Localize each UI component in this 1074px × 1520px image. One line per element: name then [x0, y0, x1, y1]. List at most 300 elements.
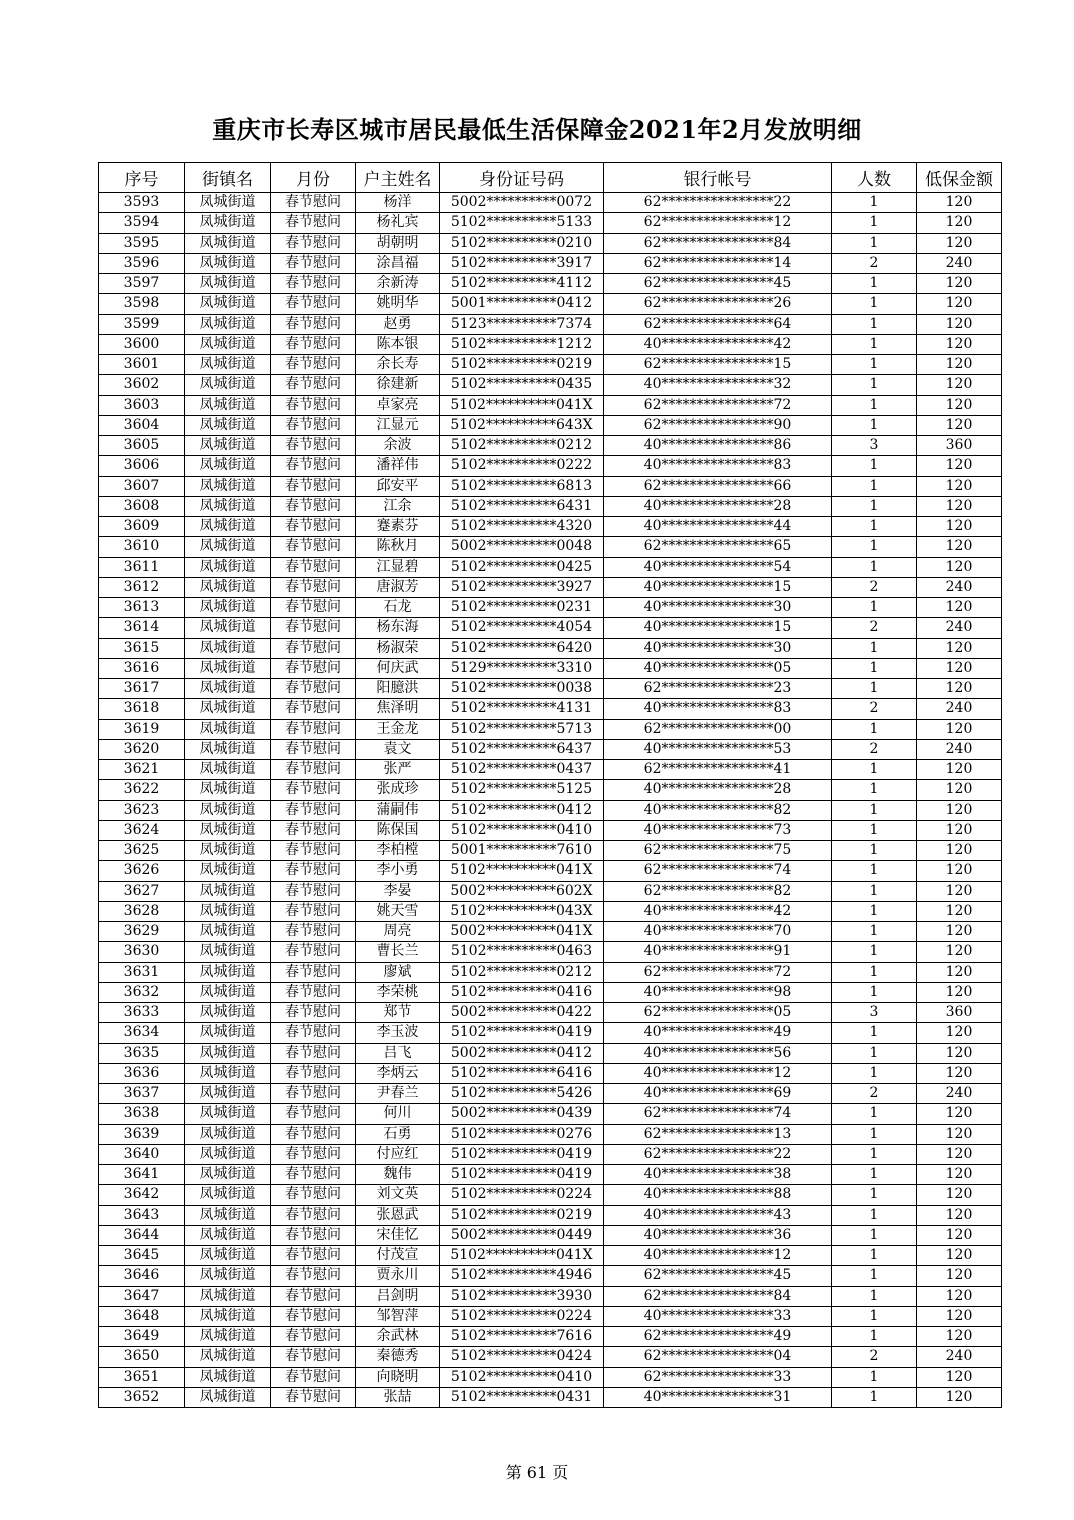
bank-account-cell: 62****************75: [604, 841, 832, 861]
people-count-cell: 1: [832, 1104, 917, 1124]
amount-cell: 120: [917, 375, 1002, 395]
id-number-cell: 5102**********0412: [440, 800, 604, 820]
bank-account-cell: 62****************84: [604, 1286, 832, 1306]
street-cell: 凤城街道: [185, 739, 271, 759]
bank-account-cell: 40****************83: [604, 699, 832, 719]
bank-account-cell: 62****************05: [604, 1003, 832, 1023]
month-cell: 春节慰问: [271, 577, 356, 597]
seq-cell: 3649: [99, 1327, 185, 1347]
id-number-cell: 5102**********0419: [440, 1165, 604, 1185]
seq-cell: 3626: [99, 861, 185, 881]
seq-cell: 3638: [99, 1104, 185, 1124]
id-number-cell: 5102**********0224: [440, 1185, 604, 1205]
bank-account-cell: 62****************23: [604, 679, 832, 699]
seq-cell: 3599: [99, 314, 185, 334]
bank-account-cell: 62****************41: [604, 760, 832, 780]
street-cell: 凤城街道: [185, 1347, 271, 1367]
street-cell: 凤城街道: [185, 213, 271, 233]
table-row: [99, 658, 1002, 678]
people-count-cell: 1: [832, 1246, 917, 1266]
id-number-cell: 5102**********041X: [440, 1246, 604, 1266]
bank-account-cell: 40****************42: [604, 334, 832, 354]
month-cell: 春节慰问: [271, 598, 356, 618]
street-cell: 凤城街道: [185, 537, 271, 557]
bank-account-cell: 62****************22: [604, 1144, 832, 1164]
seq-cell: 3611: [99, 557, 185, 577]
id-number-cell: 5102**********0431: [440, 1387, 604, 1407]
month-cell: 春节慰问: [271, 1246, 356, 1266]
table-row: [99, 1367, 1002, 1387]
street-cell: 凤城街道: [185, 780, 271, 800]
householder-cell: 唐淑芳: [356, 577, 440, 597]
month-cell: 春节慰问: [271, 1104, 356, 1124]
street-cell: 凤城街道: [185, 1023, 271, 1043]
month-cell: 春节慰问: [271, 1286, 356, 1306]
bank-account-cell: 40****************12: [604, 1063, 832, 1083]
month-cell: 春节慰问: [271, 1003, 356, 1023]
table-row: [99, 456, 1002, 476]
seq-cell: 3629: [99, 922, 185, 942]
id-number-cell: 5002**********0422: [440, 1003, 604, 1023]
street-cell: 凤城街道: [185, 415, 271, 435]
month-cell: 春节慰问: [271, 922, 356, 942]
month-cell: 春节慰问: [271, 658, 356, 678]
table-row: [99, 557, 1002, 577]
people-count-cell: 1: [832, 1185, 917, 1205]
seq-cell: 3631: [99, 962, 185, 982]
table-row: [99, 1327, 1002, 1347]
table-row: [99, 517, 1002, 537]
seq-cell: 3601: [99, 355, 185, 375]
street-cell: 凤城街道: [185, 1246, 271, 1266]
seq-cell: 3650: [99, 1347, 185, 1367]
amount-cell: 120: [917, 942, 1002, 962]
street-cell: 凤城街道: [185, 679, 271, 699]
seq-cell: 3617: [99, 679, 185, 699]
people-count-cell: 3: [832, 1003, 917, 1023]
people-count-cell: 1: [832, 1286, 917, 1306]
bank-account-cell: 62****************64: [604, 314, 832, 334]
amount-cell: 120: [917, 1104, 1002, 1124]
bank-account-cell: 62****************26: [604, 294, 832, 314]
seq-cell: 3622: [99, 780, 185, 800]
seq-cell: 3614: [99, 618, 185, 638]
id-number-cell: 5102**********0222: [440, 456, 604, 476]
month-cell: 春节慰问: [271, 456, 356, 476]
id-number-cell: 5102**********0410: [440, 820, 604, 840]
people-count-cell: 1: [832, 1387, 917, 1407]
people-count-cell: 1: [832, 598, 917, 618]
seq-cell: 3608: [99, 496, 185, 516]
seq-cell: 3619: [99, 719, 185, 739]
month-cell: 春节慰问: [271, 415, 356, 435]
street-cell: 凤城街道: [185, 861, 271, 881]
bank-account-cell: 62****************04: [604, 1347, 832, 1367]
header-seq: 序号: [99, 163, 185, 193]
amount-cell: 120: [917, 517, 1002, 537]
bank-account-cell: 40****************83: [604, 456, 832, 476]
table-row: [99, 1185, 1002, 1205]
table-row: [99, 537, 1002, 557]
amount-cell: 120: [917, 1144, 1002, 1164]
seq-cell: 3604: [99, 415, 185, 435]
people-count-cell: 2: [832, 253, 917, 273]
table-row: [99, 334, 1002, 354]
bank-account-cell: 62****************33: [604, 1367, 832, 1387]
householder-cell: 杨洋: [356, 193, 440, 213]
amount-cell: 120: [917, 1165, 1002, 1185]
people-count-cell: 1: [832, 881, 917, 901]
householder-cell: 李小勇: [356, 861, 440, 881]
bank-account-cell: 62****************13: [604, 1124, 832, 1144]
month-cell: 春节慰问: [271, 334, 356, 354]
seq-cell: 3643: [99, 1205, 185, 1225]
seq-cell: 3600: [99, 334, 185, 354]
amount-cell: 120: [917, 314, 1002, 334]
seq-cell: 3605: [99, 436, 185, 456]
householder-cell: 焦泽明: [356, 699, 440, 719]
people-count-cell: 1: [832, 537, 917, 557]
street-cell: 凤城街道: [185, 618, 271, 638]
seq-cell: 3594: [99, 213, 185, 233]
amount-cell: 120: [917, 1063, 1002, 1083]
month-cell: 春节慰问: [271, 314, 356, 334]
street-cell: 凤城街道: [185, 355, 271, 375]
amount-cell: 360: [917, 1003, 1002, 1023]
table-row: [99, 476, 1002, 496]
bank-account-cell: 40****************30: [604, 598, 832, 618]
householder-cell: 江余: [356, 496, 440, 516]
id-number-cell: 5102**********0212: [440, 962, 604, 982]
people-count-cell: 1: [832, 982, 917, 1002]
bank-account-cell: 62****************00: [604, 719, 832, 739]
id-number-cell: 5102**********6431: [440, 496, 604, 516]
bank-account-cell: 62****************12: [604, 213, 832, 233]
month-cell: 春节慰问: [271, 719, 356, 739]
table-row: [99, 213, 1002, 233]
bank-account-cell: 40****************38: [604, 1165, 832, 1185]
month-cell: 春节慰问: [271, 881, 356, 901]
seq-cell: 3612: [99, 577, 185, 597]
street-cell: 凤城街道: [185, 1266, 271, 1286]
table-row: [99, 1084, 1002, 1104]
people-count-cell: 1: [832, 517, 917, 537]
householder-cell: 蒲嗣伟: [356, 800, 440, 820]
amount-cell: 240: [917, 577, 1002, 597]
month-cell: 春节慰问: [271, 1225, 356, 1245]
seq-cell: 3623: [99, 800, 185, 820]
street-cell: 凤城街道: [185, 334, 271, 354]
seq-cell: 3639: [99, 1124, 185, 1144]
table-row: [99, 699, 1002, 719]
people-count-cell: 1: [832, 314, 917, 334]
month-cell: 春节慰问: [271, 1327, 356, 1347]
bank-account-cell: 40****************36: [604, 1225, 832, 1245]
amount-cell: 120: [917, 1367, 1002, 1387]
street-cell: 凤城街道: [185, 922, 271, 942]
table-row: [99, 598, 1002, 618]
amount-cell: 120: [917, 355, 1002, 375]
householder-cell: 张严: [356, 760, 440, 780]
people-count-cell: 1: [832, 841, 917, 861]
street-cell: 凤城街道: [185, 1063, 271, 1083]
amount-cell: 120: [917, 760, 1002, 780]
seq-cell: 3647: [99, 1286, 185, 1306]
id-number-cell: 5102**********0416: [440, 982, 604, 1002]
month-cell: 春节慰问: [271, 679, 356, 699]
table-row: [99, 820, 1002, 840]
table-row: [99, 739, 1002, 759]
table-row: [99, 1063, 1002, 1083]
table-row: [99, 922, 1002, 942]
id-number-cell: 5102**********7616: [440, 1327, 604, 1347]
id-number-cell: 5002**********602X: [440, 881, 604, 901]
householder-cell: 余波: [356, 436, 440, 456]
month-cell: 春节慰问: [271, 1266, 356, 1286]
amount-cell: 120: [917, 901, 1002, 921]
header-householder: 户主姓名: [356, 163, 440, 193]
seq-cell: 3640: [99, 1144, 185, 1164]
amount-cell: 120: [917, 861, 1002, 881]
id-number-cell: 5102**********0424: [440, 1347, 604, 1367]
bank-account-cell: 40****************44: [604, 517, 832, 537]
street-cell: 凤城街道: [185, 1205, 271, 1225]
id-number-cell: 5102**********643X: [440, 415, 604, 435]
people-count-cell: 2: [832, 739, 917, 759]
householder-cell: 张恩武: [356, 1205, 440, 1225]
month-cell: 春节慰问: [271, 537, 356, 557]
bank-account-cell: 62****************74: [604, 1104, 832, 1124]
id-number-cell: 5102**********0463: [440, 942, 604, 962]
people-count-cell: 1: [832, 334, 917, 354]
seq-cell: 3603: [99, 395, 185, 415]
street-cell: 凤城街道: [185, 1367, 271, 1387]
table-row: [99, 436, 1002, 456]
amount-cell: 120: [917, 1306, 1002, 1326]
householder-cell: 李炳云: [356, 1063, 440, 1083]
month-cell: 春节慰问: [271, 395, 356, 415]
people-count-cell: 1: [832, 719, 917, 739]
amount-cell: 120: [917, 881, 1002, 901]
householder-cell: 陈秋月: [356, 537, 440, 557]
amount-cell: 120: [917, 1124, 1002, 1144]
street-cell: 凤城街道: [185, 496, 271, 516]
amount-cell: 120: [917, 476, 1002, 496]
month-cell: 春节慰问: [271, 1165, 356, 1185]
month-cell: 春节慰问: [271, 942, 356, 962]
bank-account-cell: 40****************70: [604, 922, 832, 942]
seq-cell: 3618: [99, 699, 185, 719]
street-cell: 凤城街道: [185, 193, 271, 213]
id-number-cell: 5102**********6416: [440, 1063, 604, 1083]
month-cell: 春节慰问: [271, 982, 356, 1002]
people-count-cell: 1: [832, 1225, 917, 1245]
month-cell: 春节慰问: [271, 355, 356, 375]
people-count-cell: 1: [832, 1367, 917, 1387]
people-count-cell: 1: [832, 658, 917, 678]
bank-account-cell: 40****************73: [604, 820, 832, 840]
seq-cell: 3645: [99, 1246, 185, 1266]
street-cell: 凤城街道: [185, 233, 271, 253]
people-count-cell: 2: [832, 699, 917, 719]
people-count-cell: 1: [832, 476, 917, 496]
amount-cell: 120: [917, 1023, 1002, 1043]
id-number-cell: 5102**********0210: [440, 233, 604, 253]
bank-account-cell: 62****************14: [604, 253, 832, 273]
street-cell: 凤城街道: [185, 1165, 271, 1185]
street-cell: 凤城街道: [185, 395, 271, 415]
bank-account-cell: 62****************15: [604, 355, 832, 375]
street-cell: 凤城街道: [185, 1185, 271, 1205]
id-number-cell: 5102**********5125: [440, 780, 604, 800]
householder-cell: 蹇素芬: [356, 517, 440, 537]
householder-cell: 吕飞: [356, 1043, 440, 1063]
householder-cell: 付应红: [356, 1144, 440, 1164]
bank-account-cell: 40****************15: [604, 618, 832, 638]
seq-cell: 3610: [99, 537, 185, 557]
month-cell: 春节慰问: [271, 841, 356, 861]
seq-cell: 3633: [99, 1003, 185, 1023]
id-number-cell: 5102**********0419: [440, 1023, 604, 1043]
amount-cell: 120: [917, 456, 1002, 476]
people-count-cell: 2: [832, 618, 917, 638]
page-title: 重庆市长寿区城市居民最低生活保障金2021年2月发放明细: [212, 115, 862, 144]
table-row: [99, 1387, 1002, 1407]
amount-cell: 120: [917, 982, 1002, 1002]
amount-cell: 120: [917, 598, 1002, 618]
amount-cell: 120: [917, 962, 1002, 982]
householder-cell: 袁文: [356, 739, 440, 759]
bank-account-cell: 40****************49: [604, 1023, 832, 1043]
table-body: [99, 193, 1002, 1408]
table-row: [99, 942, 1002, 962]
seq-cell: 3609: [99, 517, 185, 537]
people-count-cell: 1: [832, 1327, 917, 1347]
street-cell: 凤城街道: [185, 1327, 271, 1347]
month-cell: 春节慰问: [271, 1367, 356, 1387]
id-number-cell: 5123**********7374: [440, 314, 604, 334]
householder-cell: 王金龙: [356, 719, 440, 739]
id-number-cell: 5102**********4112: [440, 274, 604, 294]
id-number-cell: 5102**********4131: [440, 699, 604, 719]
street-cell: 凤城街道: [185, 1084, 271, 1104]
header-bank-account: 银行帐号: [604, 163, 832, 193]
month-cell: 春节慰问: [271, 436, 356, 456]
street-cell: 凤城街道: [185, 760, 271, 780]
bank-account-cell: 62****************84: [604, 233, 832, 253]
street-cell: 凤城街道: [185, 436, 271, 456]
householder-cell: 李柏樘: [356, 841, 440, 861]
street-cell: 凤城街道: [185, 982, 271, 1002]
people-count-cell: 1: [832, 294, 917, 314]
householder-cell: 贾永川: [356, 1266, 440, 1286]
table-row: [99, 1225, 1002, 1245]
street-cell: 凤城街道: [185, 476, 271, 496]
bank-account-cell: 40****************86: [604, 436, 832, 456]
seq-cell: 3630: [99, 942, 185, 962]
seq-cell: 3637: [99, 1084, 185, 1104]
month-cell: 春节慰问: [271, 375, 356, 395]
seq-cell: 3632: [99, 982, 185, 1002]
id-number-cell: 5102**********5713: [440, 719, 604, 739]
householder-cell: 余武林: [356, 1327, 440, 1347]
seq-cell: 3620: [99, 739, 185, 759]
bank-account-cell: 40****************56: [604, 1043, 832, 1063]
amount-cell: 120: [917, 233, 1002, 253]
seq-cell: 3616: [99, 658, 185, 678]
people-count-cell: 1: [832, 942, 917, 962]
people-count-cell: 1: [832, 922, 917, 942]
seq-cell: 3625: [99, 841, 185, 861]
table-row: [99, 577, 1002, 597]
seq-cell: 3595: [99, 233, 185, 253]
table-row: [99, 901, 1002, 921]
householder-cell: 周亮: [356, 922, 440, 942]
seq-cell: 3621: [99, 760, 185, 780]
table-row: [99, 982, 1002, 1002]
people-count-cell: 1: [832, 213, 917, 233]
street-cell: 凤城街道: [185, 1225, 271, 1245]
householder-cell: 宋佳忆: [356, 1225, 440, 1245]
id-number-cell: 5102**********041X: [440, 395, 604, 415]
table-row: [99, 861, 1002, 881]
month-cell: 春节慰问: [271, 1387, 356, 1407]
bank-account-cell: 40****************53: [604, 739, 832, 759]
amount-cell: 120: [917, 1185, 1002, 1205]
bank-account-cell: 40****************28: [604, 780, 832, 800]
table-row: [99, 253, 1002, 273]
month-cell: 春节慰问: [271, 1084, 356, 1104]
amount-cell: 120: [917, 638, 1002, 658]
amount-cell: 120: [917, 537, 1002, 557]
month-cell: 春节慰问: [271, 699, 356, 719]
table-row: [99, 1104, 1002, 1124]
amount-cell: 120: [917, 658, 1002, 678]
street-cell: 凤城街道: [185, 1003, 271, 1023]
id-number-cell: 5102**********041X: [440, 861, 604, 881]
amount-cell: 240: [917, 1347, 1002, 1367]
people-count-cell: 1: [832, 638, 917, 658]
seq-cell: 3628: [99, 901, 185, 921]
page-number: 第 61 页: [505, 1463, 569, 1482]
people-count-cell: 1: [832, 395, 917, 415]
householder-cell: 何川: [356, 1104, 440, 1124]
month-cell: 春节慰问: [271, 496, 356, 516]
month-cell: 春节慰问: [271, 1205, 356, 1225]
householder-cell: 尹春兰: [356, 1084, 440, 1104]
householder-cell: 胡朝明: [356, 233, 440, 253]
table-row: [99, 1144, 1002, 1164]
householder-cell: 石勇: [356, 1124, 440, 1144]
amount-cell: 120: [917, 193, 1002, 213]
table-row: [99, 375, 1002, 395]
bank-account-cell: 40****************31: [604, 1387, 832, 1407]
people-count-cell: 1: [832, 861, 917, 881]
bank-account-cell: 40****************05: [604, 658, 832, 678]
id-number-cell: 5102**********0419: [440, 1144, 604, 1164]
householder-cell: 李荣桃: [356, 982, 440, 1002]
month-cell: 春节慰问: [271, 780, 356, 800]
people-count-cell: 1: [832, 820, 917, 840]
id-number-cell: 5002**********0449: [440, 1225, 604, 1245]
people-count-cell: 1: [832, 1124, 917, 1144]
allowance-table: [98, 162, 1002, 1408]
people-count-cell: 1: [832, 760, 917, 780]
header-row: [99, 163, 1002, 193]
householder-cell: 张成珍: [356, 780, 440, 800]
householder-cell: 姚天雪: [356, 901, 440, 921]
people-count-cell: 2: [832, 1084, 917, 1104]
